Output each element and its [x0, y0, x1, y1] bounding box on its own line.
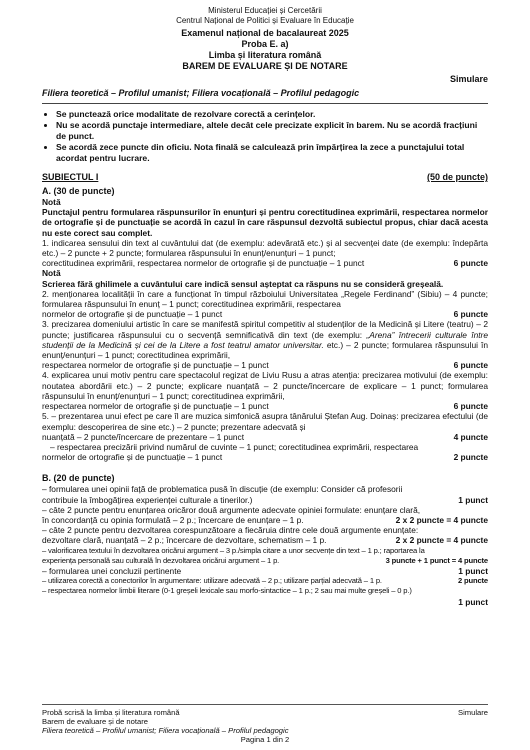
subject-heading — [42, 172, 488, 183]
b-item-7: – respectarea normelor limbii literare (0-1 greșeli lexicale sau morfo-sintactice – 1 p.; 2 sau mai multe greșeli – 0 p.) — [42, 586, 412, 596]
b-item-6: – utilizarea corectă a conectorilor în argumentare: utilizare adecvată – 2 p.; utilizare parțial adecvată – 1 p. 2 puncte — [42, 576, 488, 586]
section-b-title: B. (20 de puncte) — [42, 473, 115, 484]
item-5-rule: – respectarea precizării privind numărul de cuvinte – 1 punct; corectitudinea exprimării, respectarea — [50, 441, 419, 452]
b-item-3: – câte 2 puncte pentru dezvoltarea corespunzătoare a fiecăruia dintre cele două argumente enunțate: — [42, 525, 419, 536]
item-4: 4. explicarea unui motiv pentru care spectacolul regizat de Liviu Rusu a atras atenția: precizarea motivului (de exemplu: noutatea abordării etc.) – 2 puncte; explicare nuanțată – 2 puncte/încercare de explicare – 1 punct; formularea răspunsului în enunț/enunțuri – 1 punct; corectitudinea exprimării, — [42, 370, 488, 401]
b-item-5: – formularea unei concluzii pertinente 1 punct — [42, 565, 488, 576]
page-number: Pagina 1 din 2 — [240, 735, 290, 744]
rule-item: • Nu se acordă punctaje intermediare, altele decât cele precizate explicit în barem. Nu se acordă fracțiuni de punct. — [56, 120, 488, 141]
exam-title: Examenul național de bacalaureat 2025 — [181, 28, 349, 38]
item-points: 1 punct — [458, 494, 488, 505]
item-4-end: respectarea normelor de ortografie și de punctuație – 1 punct 6 puncte — [42, 401, 488, 412]
item-3-quote: „Arena” întrecerii culturale între studenții de la Medicină și cei de la Litere a fost teatrul amator universitar. — [42, 329, 488, 350]
page-footer — [42, 704, 488, 744]
b-item-2: – câte 2 puncte pentru enunțarea oricăror două argumente adecvate opiniei formulate: enunțare clară, — [42, 504, 421, 515]
item-points: 6 puncte — [453, 309, 488, 320]
item-points: 6 puncte — [453, 360, 488, 371]
item-5-end: normelor de ortografie și de punctuație – 1 punct 2 puncte — [42, 452, 488, 463]
nota-label: Notă — [42, 268, 61, 279]
item-points: 4 puncte — [453, 431, 488, 442]
ministry-name: Ministerul Educației și Cercetării — [208, 6, 322, 15]
item-points: 2 puncte — [457, 576, 488, 586]
nota-label: Notă — [42, 197, 61, 208]
item-points: 1 punct — [458, 565, 488, 576]
footer-simulare: Simulare — [458, 708, 488, 717]
section-a-title: A. (30 de puncte) — [42, 186, 115, 197]
proba-title: Proba E. a) — [241, 39, 289, 49]
item-5: 5. – prezentarea unui efect pe care îl are muzica simfonică asupra tânărului Ștefan Aug. Doinaș: precizarea efectului (de exemplu: descoperirea de sine etc.) – 2 puncte; prezentare adecvată și — [42, 411, 488, 432]
subject-points: (50 de puncte) — [426, 172, 488, 183]
b-item-1: – formularea unei opinii față de problematica pusă în discuție (de exemplu: Consider că profesorii — [42, 484, 403, 495]
filiera-label: Filiera teoretică – Profilul umanist; Filiera vocațională – Profilul pedagogic — [42, 88, 360, 98]
b-item-4-end: experiența personală sau culturală în dezvoltarea oricărui argument – 1 p. 3 puncte + 1 punct = 4 puncte — [42, 555, 488, 565]
nota-text: Punctajul pentru formularea răspunsurilor în enunțuri și pentru corectitudinea exprimării, respectarea normelor de ortografie și de punctuație se acordă în cazul în care răspunsul dezvoltă subiectul propus, chiar dacă acesta nu este corect sau complet. — [42, 207, 488, 238]
item-3: 3. precizarea domeniului artistic în care se manifestă spiritul competitiv al studenților de la Medicină și Litere (teatru) – 2 puncte; justificarea răspunsului cu o secvență semnificativă din text (de exemplu: „Arena” întrecerii culturale între studenții de la Medicină și cei de la Litere a fost teatrul amator universitar. etc.) – 2 puncte; formularea răspunsului în enunț/enunțuri – 1 punct; corectitudinea exprimării, — [42, 319, 488, 361]
subject-title: SUBIECTUL I — [42, 172, 99, 183]
b-item-3-end: dezvoltare clară, nuanțată – 2 p.; încercare de dezvoltare, schematism – 1 p. 2 x 2 puncte = 4 puncte — [42, 535, 488, 546]
subject-title: Limba și literatura română — [208, 50, 322, 60]
b-item-1-end: contribuie la îmbogățirea experienței culturale a tinerilor.) 1 punct — [42, 494, 488, 505]
footer-barem: Barem de evaluare și de notare — [42, 717, 148, 726]
b-item-2-end: în concordanță cu opinia formulată – 2 p.; încercare de enunțare – 1 p. 2 x 2 puncte = 4 puncte — [42, 514, 488, 525]
item-points: 6 puncte — [453, 401, 488, 412]
footer-exam: Probă scrisă la limba și literatura română — [42, 708, 180, 717]
item-points: 6 puncte — [453, 258, 488, 269]
barem-title: BAREM DE EVALUARE ȘI DE NOTARE — [182, 61, 348, 71]
item-5-mid: nuanțată – 2 puncte/încercare de prezentare – 1 punct 4 puncte — [42, 431, 488, 442]
header-divider — [42, 103, 488, 104]
item-points: 2 x 2 puncte = 4 puncte — [395, 514, 488, 525]
rule-item: • Se acordă zece puncte din oficiu. Nota finală se calculează prin împărțirea la zece a punctajului total acordat pentru lucrare. — [56, 142, 488, 163]
item-1-end: corectitudinea exprimării, respectarea normelor de ortografie și de punctuație – 1 punct 6 puncte — [42, 258, 488, 269]
simulare-label: Simulare — [449, 74, 488, 84]
item-2: 2. menționarea localității în care a funcționat în timpul războiului Universitatea „Regele Ferdinand” (Sibiu) – 4 puncte; formularea răspunsului în enunț – 1 punct; corectitudinea exprimării, respectarea — [42, 288, 488, 310]
item-2-end: normelor de ortografie și de punctuație – 1 punct 6 puncte — [42, 309, 488, 320]
item-points: 3 puncte + 1 punct = 4 puncte — [385, 555, 488, 565]
item-3-end: respectarea normelor de ortografie și de punctuație – 1 punct 6 puncte — [42, 360, 488, 371]
item-points: 1 punct — [458, 596, 488, 607]
b-item-4: – valorificarea textului în dezvoltarea oricărui argument – 3 p./simpla citare a unor secvențe din text – 1 p.; raportarea la — [42, 545, 425, 555]
item-1: 1. indicarea sensului din text al cuvântului dat (de exemplu: adevărată etc.) și al secvenței date (de exemplu: îndepărta etc.) – 2 puncte + 2 puncte; formularea răspunsului în enunț/enunțuri – 1 punct; — [42, 237, 488, 259]
nota-text: Scrierea fără ghilimele a cuvântului care indică sensul așteptat ca răspuns nu se consideră greșeală. — [42, 278, 444, 289]
rule-item: • Se punctează orice modalitate de rezolvare corectă a cerințelor. — [56, 109, 488, 119]
centre-name: Centrul Național de Politici și Evaluare în Educație — [176, 16, 354, 25]
general-rules — [42, 109, 488, 163]
item-points: 2 x 2 puncte = 4 puncte — [395, 535, 488, 546]
item-points: 2 puncte — [453, 452, 488, 463]
footer-filiera: Filiera teoretică – Profilul umanist; Filiera vocațională – Profilul pedagogic — [42, 726, 289, 735]
